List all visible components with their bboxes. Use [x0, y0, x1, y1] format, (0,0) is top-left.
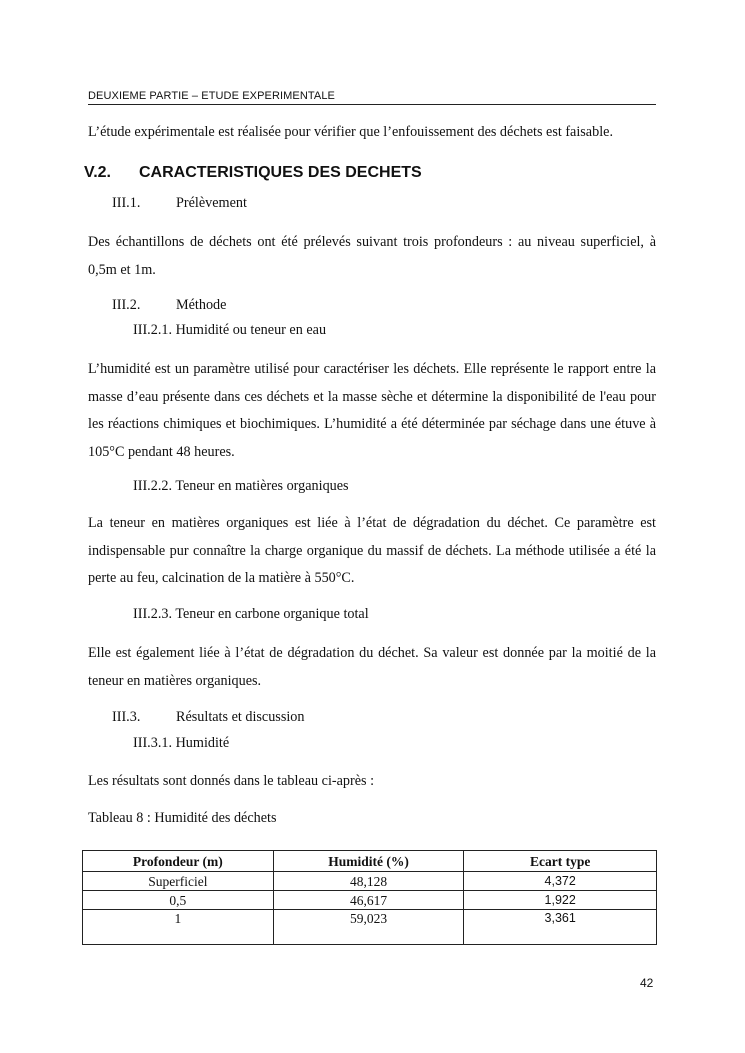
table-row: [83, 891, 657, 910]
subsection-title: Résultats et discussion: [176, 709, 305, 725]
table-cell: 4,372: [464, 872, 657, 891]
subsection-heading-methode: [112, 297, 226, 314]
subsubsection-heading-carbone: [133, 606, 369, 623]
intro-paragraph: L’étude expérimentale est réalisée pour vérifier que l’enfouissement des déchets est faisable.: [88, 124, 613, 140]
subsubsection-number: III.2.2.: [133, 478, 173, 494]
subsubsection-heading-humidite-resultats: [133, 735, 229, 752]
subsubsection-title: Teneur en carbone organique total: [175, 606, 369, 622]
running-header: DEUXIEME PARTIE – ETUDE EXPERIMENTALE: [88, 90, 656, 105]
column-header: Profondeur (m): [83, 851, 274, 872]
table-cell: 1: [83, 910, 274, 945]
table-cell: 3,361: [464, 910, 657, 945]
humidity-table: [82, 850, 657, 945]
table-cell: 46,617: [273, 891, 464, 910]
subsection-heading-prelevement: [112, 195, 247, 212]
resultats-intro-paragraph: Les résultats sont donnés dans le tableau ci-après :: [88, 773, 375, 789]
table-caption: Tableau 8 : Humidité des déchets: [88, 810, 277, 826]
carbone-paragraph: Elle est également liée à l’état de dégradation du déchet. Sa valeur est donnée par la moitié de la teneur en matières organiques.: [88, 645, 656, 689]
table-cell: 59,023: [273, 910, 464, 945]
matieres-organiques-paragraph: La teneur en matières organiques est liée à l’état de dégradation du déchet. Ce paramètre est indispensable pur connaître la charge organique du massif de déchets. La méthode utilisée a été la perte au feu, calcination de la matière à 550°C.: [88, 515, 656, 586]
table-row: [83, 910, 657, 945]
page-number: 42: [640, 976, 654, 990]
table-cell: 0,5: [83, 891, 274, 910]
subsection-title: Méthode: [176, 297, 227, 313]
subsubsection-number: III.2.3.: [133, 606, 173, 622]
subsubsection-number: III.3.1.: [133, 735, 173, 751]
table-cell: Superficiel: [83, 872, 274, 891]
subsubsection-title: Teneur en matières organiques: [175, 478, 349, 494]
subsection-number: III.3.: [112, 709, 141, 725]
subsubsection-title: Humidité ou teneur en eau: [175, 322, 327, 338]
table-cell: 48,128: [273, 872, 464, 891]
prelevement-paragraph: Des échantillons de déchets ont été prélevés suivant trois profondeurs : au niveau superficiel, à 0,5m et 1m.: [88, 234, 656, 278]
subsection-title: Prélèvement: [176, 195, 247, 211]
section-heading: [84, 164, 422, 182]
section-number: V.2.: [84, 164, 111, 181]
subsubsection-heading-matieres-organiques: [133, 478, 349, 495]
humidite-paragraph: L’humidité est un paramètre utilisé pour caractériser les déchets. Elle représente le rapport entre la masse d’eau présente dans ces déchets et la masse sèche et détermine la disponibilité de l'eau pour les réactions chimiques et biochimiques. L’humidité a été déterminée par séchage dans une étuve à 105°C pendant 48 heures.: [88, 361, 656, 460]
column-header: Humidité (%): [273, 851, 464, 872]
subsection-heading-resultats: [112, 709, 304, 726]
subsection-number: III.2.: [112, 297, 141, 313]
section-title: CARACTERISTIQUES DES DECHETS: [139, 164, 422, 181]
table-header-row: [83, 851, 657, 872]
table-row: [83, 872, 657, 891]
subsection-number: III.1.: [112, 195, 141, 211]
subsubsection-heading-humidite-methode: [133, 322, 326, 339]
table-cell: 1,922: [464, 891, 657, 910]
column-header: Ecart type: [464, 851, 657, 872]
subsubsection-number: III.2.1.: [133, 322, 173, 338]
subsubsection-title: Humidité: [175, 735, 230, 751]
